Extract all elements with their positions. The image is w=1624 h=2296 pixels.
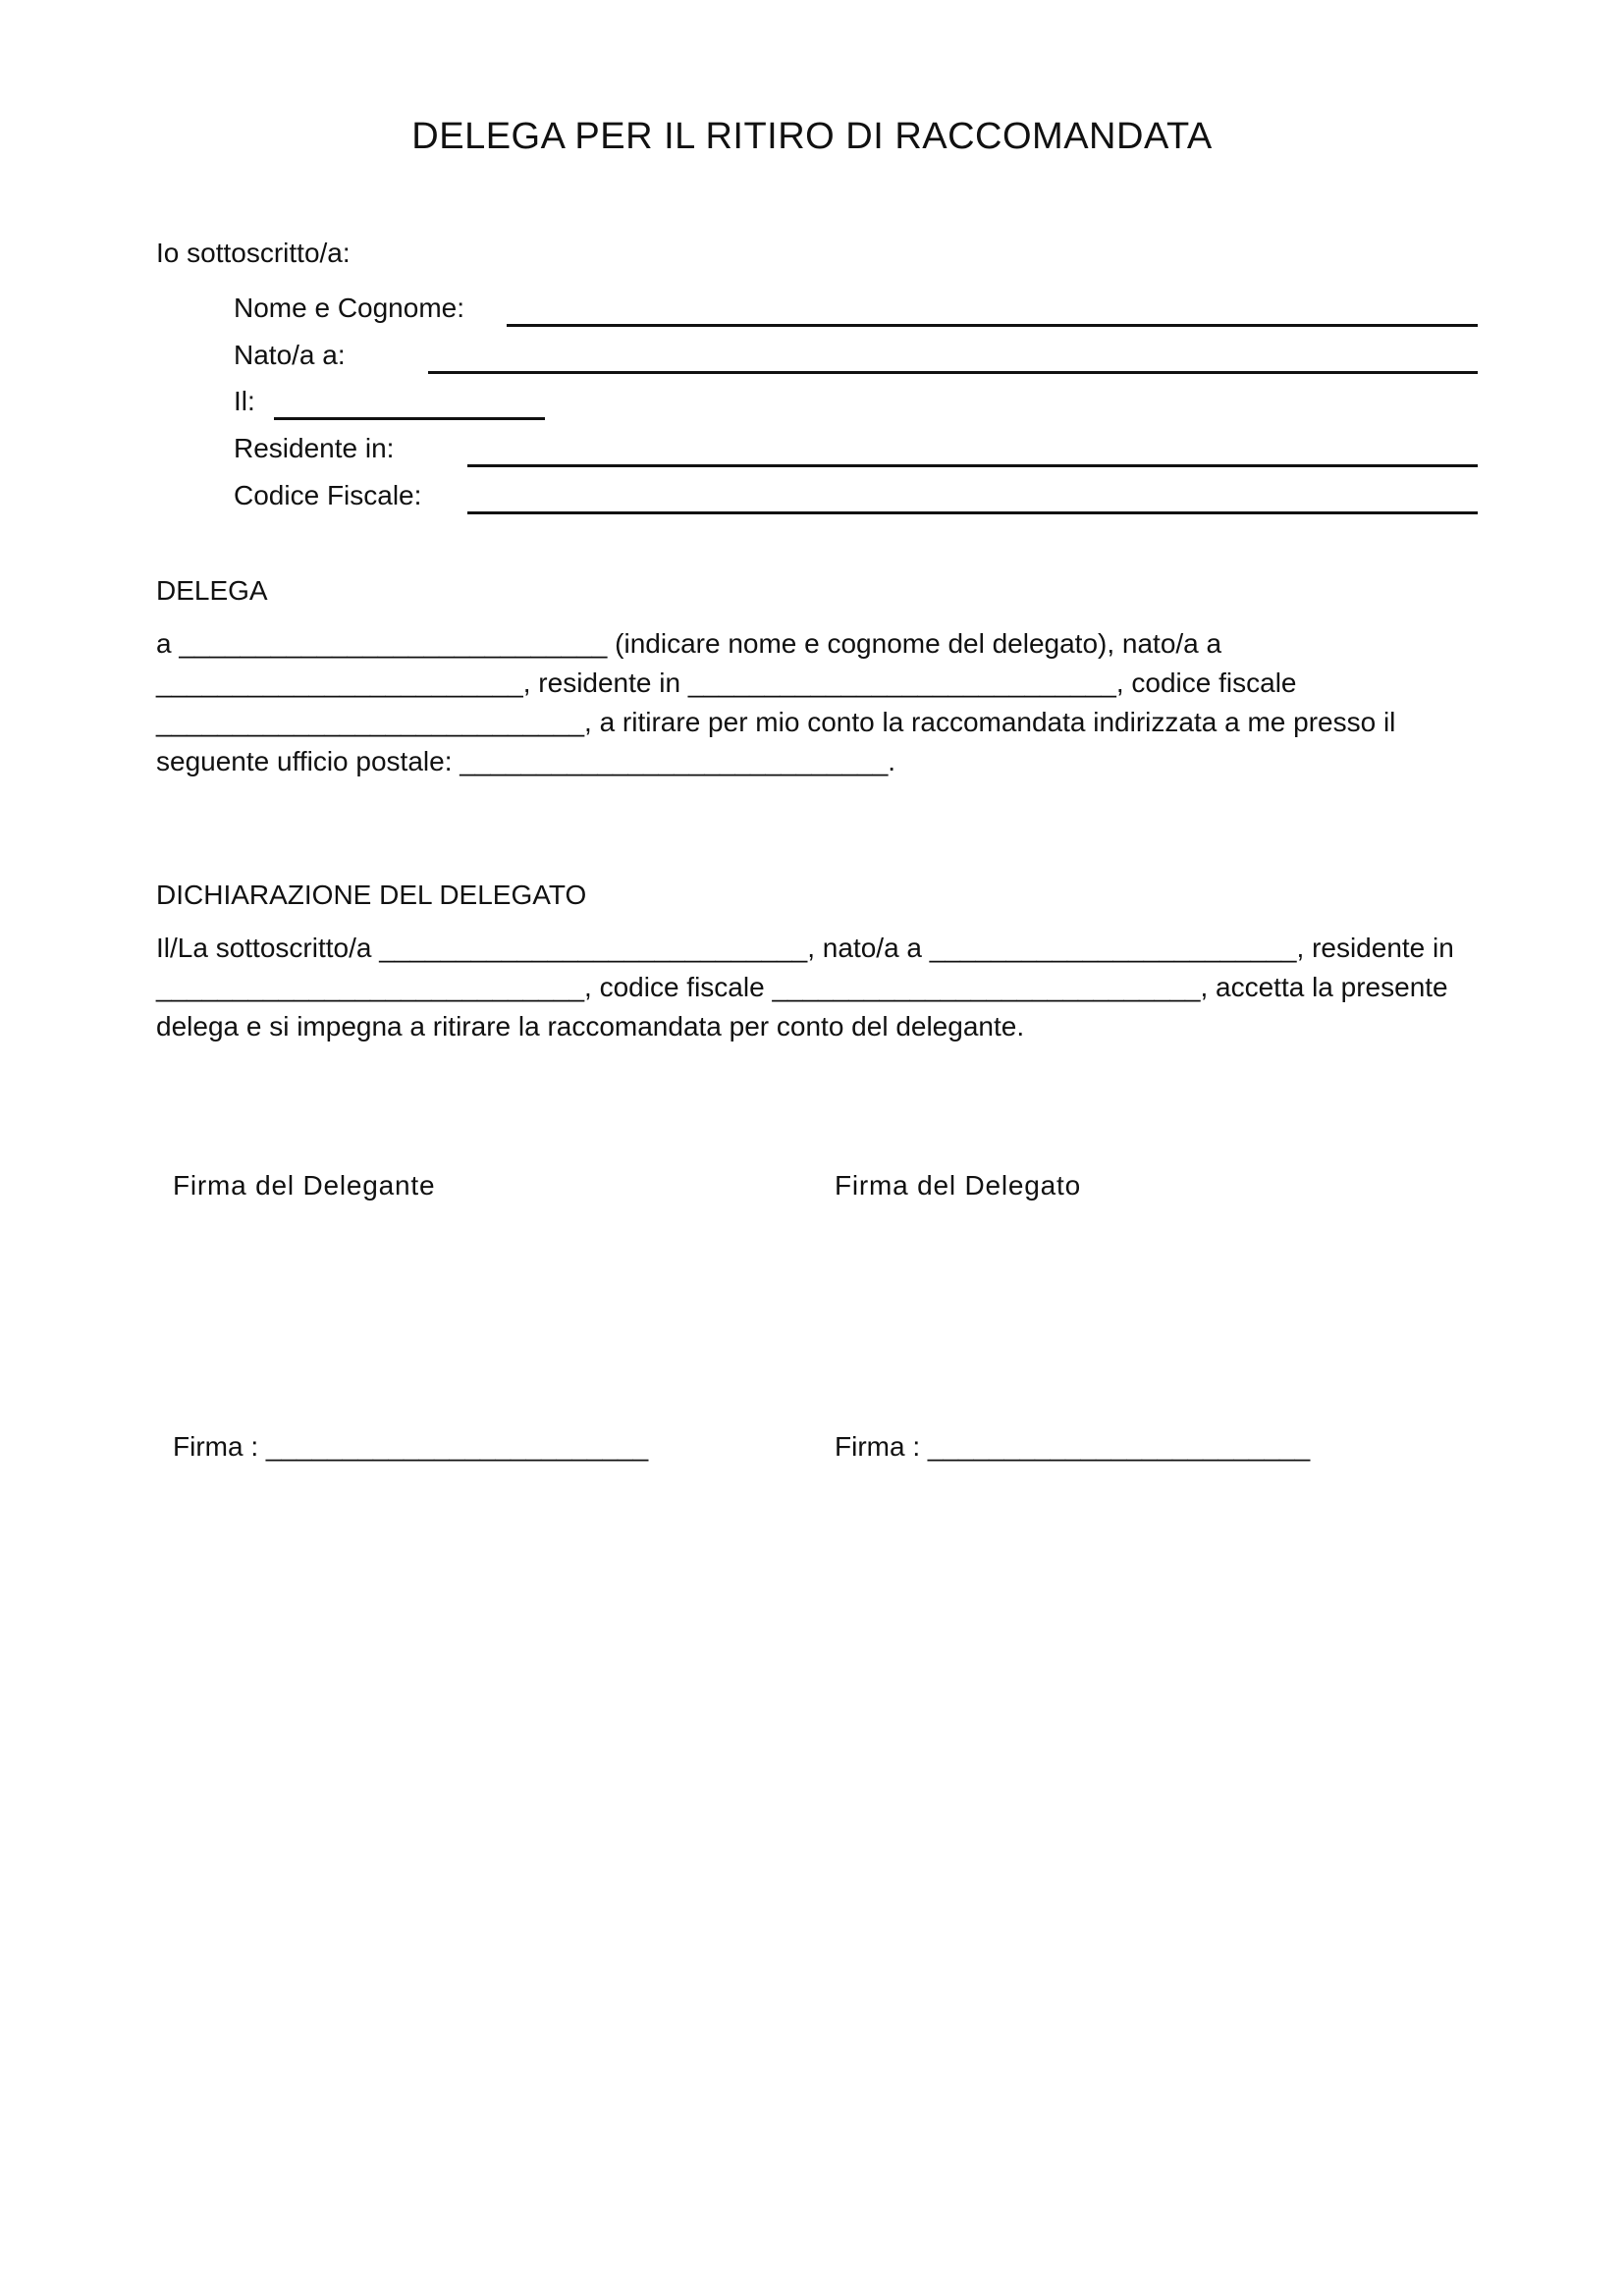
dichiarazione-line: Il/La sottoscritto/a ____________________________, nato/a a ________________________, residente in xyxy=(156,933,1454,963)
delega-paragraph xyxy=(156,624,1482,781)
field-line-il[interactable] xyxy=(274,417,545,420)
field-line-nome-cognome[interactable] xyxy=(507,324,1478,327)
field-label-codice-fiscale: Codice Fiscale: xyxy=(234,480,422,510)
delega-line: seguente ufficio postale: ____________________________. xyxy=(156,746,896,776)
dichiarazione-line: ____________________________, codice fiscale ____________________________, accetta la presente xyxy=(156,972,1448,1002)
field-label-il: Il: xyxy=(234,386,255,416)
section-heading-delega: DELEGA xyxy=(156,575,268,606)
section-heading-dichiarazione: DICHIARAZIONE DEL DELEGATO xyxy=(156,880,587,910)
signature-line-delegante[interactable]: Firma : _________________________ xyxy=(173,1431,649,1462)
field-line-codice-fiscale[interactable] xyxy=(467,511,1478,514)
dichiarazione-line: delega e si impegna a ritirare la raccomandata per conto del delegante. xyxy=(156,1011,1025,1041)
intro-text: Io sottoscritto/a: xyxy=(156,238,351,268)
document-title: DELEGA PER IL RITIRO DI RACCOMANDATA xyxy=(411,116,1213,157)
field-label-residente-in: Residente in: xyxy=(234,433,395,463)
signature-label-delegante: Firma del Delegante xyxy=(173,1170,436,1201)
delega-line: a ____________________________ (indicare nome e cognome del delegato), nato/a a xyxy=(156,628,1222,659)
delega-line: ____________________________, a ritirare per mio conto la raccomandata indirizzata a me presso il xyxy=(156,707,1396,737)
dichiarazione-paragraph xyxy=(156,929,1482,1046)
signature-label-delegato: Firma del Delegato xyxy=(835,1170,1081,1201)
delega-line: ________________________, residente in ____________________________, codice fiscale xyxy=(156,667,1297,698)
field-line-nato-a[interactable] xyxy=(428,371,1478,374)
field-label-nato-a: Nato/a a: xyxy=(234,340,346,370)
signature-line-delegato[interactable]: Firma : _________________________ xyxy=(835,1431,1311,1462)
field-label-nome-cognome: Nome e Cognome: xyxy=(234,293,465,323)
field-line-residente-in[interactable] xyxy=(467,464,1478,467)
